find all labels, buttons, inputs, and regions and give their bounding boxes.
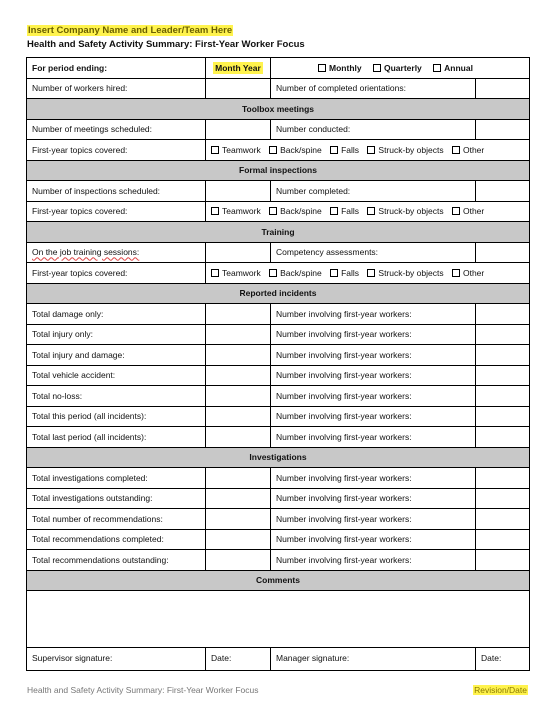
comments-field[interactable] (27, 591, 530, 648)
inspections-scheduled-field[interactable] (206, 181, 271, 202)
incidents-count-field[interactable] (206, 365, 271, 386)
checkbox-icon[interactable] (330, 146, 338, 154)
meetings-scheduled-label: Number of meetings scheduled: (27, 119, 206, 140)
topic-teamwork[interactable]: Teamwork (211, 206, 261, 216)
first-year-label: Number involving first-year workers: (271, 529, 476, 550)
first-year-count-field[interactable] (476, 488, 530, 509)
inspection-topics-options (206, 201, 530, 222)
first-year-count-field[interactable] (476, 406, 530, 427)
table-row (27, 345, 530, 366)
inspections-scheduled-label: Number of inspections scheduled: (27, 181, 206, 202)
meetings-conducted-field[interactable] (476, 119, 530, 140)
first-year-label: Number involving first-year workers: (271, 468, 476, 489)
workers-hired-field[interactable] (206, 78, 271, 99)
inspections-completed-label: Number completed: (271, 181, 476, 202)
checkbox-icon[interactable] (373, 64, 381, 72)
workers-hired-label: Number of workers hired: (27, 78, 206, 99)
topic-other[interactable]: Other (452, 206, 484, 216)
incidents-row-label: Total injury only: (27, 324, 206, 345)
topic-falls[interactable]: Falls (330, 206, 359, 216)
first-year-count-field[interactable] (476, 550, 530, 571)
table-row (27, 386, 530, 407)
incidents-row-label: Total last period (all incidents): (27, 427, 206, 448)
table-row (27, 550, 530, 571)
investigations-row-label: Total number of recommendations: (27, 509, 206, 530)
incidents-count-field[interactable] (206, 386, 271, 407)
investigations-count-field[interactable] (206, 550, 271, 571)
topic-back-spine[interactable]: Back/spine (269, 268, 322, 278)
first-year-label: Number involving first-year workers: (271, 345, 476, 366)
document-title: Health and Safety Activity Summary: First-Year Worker Focus (27, 39, 305, 50)
topic-falls[interactable]: Falls (330, 268, 359, 278)
incidents-count-field[interactable] (206, 427, 271, 448)
section-reported-incidents: Reported incidents (27, 283, 530, 304)
checkbox-icon[interactable] (452, 207, 460, 215)
topic-other[interactable]: Other (452, 268, 484, 278)
incidents-count-field[interactable] (206, 345, 271, 366)
checkbox-icon[interactable] (269, 207, 277, 215)
manager-date-field[interactable]: Date: (476, 648, 530, 671)
period-value[interactable]: Month Year (215, 62, 261, 73)
incidents-row-label: Total no-loss: (27, 386, 206, 407)
training-sessions-label: On the job training sessions: (27, 242, 206, 263)
first-year-count-field[interactable] (476, 529, 530, 550)
checkbox-icon[interactable] (330, 269, 338, 277)
table-row (27, 488, 530, 509)
first-year-count-field[interactable] (476, 365, 530, 386)
first-year-label: Number involving first-year workers: (271, 324, 476, 345)
inspections-completed-field[interactable] (476, 181, 530, 202)
checkbox-icon[interactable] (367, 207, 375, 215)
orientations-field[interactable] (476, 78, 530, 99)
investigations-row-label: Total recommendations completed: (27, 529, 206, 550)
first-year-label: Number involving first-year workers: (271, 304, 476, 325)
first-year-count-field[interactable] (476, 509, 530, 530)
toolbox-topics-label: First-year topics covered: (27, 140, 206, 161)
first-year-count-field[interactable] (476, 324, 530, 345)
incidents-count-field[interactable] (206, 324, 271, 345)
topic-struck-by[interactable]: Struck-by objects (367, 145, 443, 155)
company-name-placeholder[interactable]: Insert Company Name and Leader/Team Here (28, 25, 233, 36)
first-year-label: Number involving first-year workers: (271, 488, 476, 509)
first-year-label: Number involving first-year workers: (271, 509, 476, 530)
option-annual[interactable]: Annual (433, 63, 473, 73)
first-year-count-field[interactable] (476, 468, 530, 489)
topic-teamwork[interactable]: Teamwork (211, 268, 261, 278)
checkbox-icon[interactable] (452, 146, 460, 154)
checkbox-icon[interactable] (211, 146, 219, 154)
checkbox-icon[interactable] (452, 269, 460, 277)
first-year-count-field[interactable] (476, 386, 530, 407)
checkbox-icon[interactable] (367, 146, 375, 154)
incidents-row-label: Total vehicle accident: (27, 365, 206, 386)
topic-falls[interactable]: Falls (330, 145, 359, 155)
competency-assessments-label: Competency assessments: (271, 242, 476, 263)
checkbox-icon[interactable] (318, 64, 326, 72)
manager-signature-field[interactable]: Manager signature: (271, 648, 476, 671)
period-row (27, 58, 530, 79)
investigations-row-label: Total investigations completed: (27, 468, 206, 489)
checkbox-icon[interactable] (269, 269, 277, 277)
inspection-topics-label: First-year topics covered: (27, 201, 206, 222)
checkbox-icon[interactable] (330, 207, 338, 215)
investigations-count-field[interactable] (206, 488, 271, 509)
table-row (27, 365, 530, 386)
section-toolbox-meetings: Toolbox meetings (27, 99, 530, 120)
meetings-scheduled-field[interactable] (206, 119, 271, 140)
first-year-label: Number involving first-year workers: (271, 365, 476, 386)
checkbox-icon[interactable] (269, 146, 277, 154)
incidents-row-label: Total damage only: (27, 304, 206, 325)
footer-revision-date[interactable]: Revision/Date (474, 685, 527, 695)
table-row (27, 304, 530, 325)
topic-back-spine[interactable]: Back/spine (269, 145, 322, 155)
investigations-count-field[interactable] (206, 509, 271, 530)
table-row (27, 427, 530, 448)
supervisor-date-field[interactable]: Date: (206, 648, 271, 671)
training-sessions-field[interactable] (206, 242, 271, 263)
orientations-label: Number of completed orientations: (271, 78, 476, 99)
footer-title: Health and Safety Activity Summary: First-Year Worker Focus (27, 685, 259, 695)
section-comments: Comments (27, 570, 530, 591)
first-year-label: Number involving first-year workers: (271, 427, 476, 448)
incidents-row-label: Total injury and damage: (27, 345, 206, 366)
incidents-row-label: Total this period (all incidents): (27, 406, 206, 427)
table-row (27, 529, 530, 550)
supervisor-signature-field[interactable]: Supervisor signature: (27, 648, 206, 671)
period-value-cell[interactable] (206, 58, 271, 79)
investigations-count-field[interactable] (206, 529, 271, 550)
investigations-row-label: Total investigations outstanding: (27, 488, 206, 509)
period-label: For period ending: (27, 58, 206, 79)
table-row (27, 468, 530, 489)
topic-teamwork[interactable]: Teamwork (211, 145, 261, 155)
workers-row (27, 78, 530, 99)
incidents-count-field[interactable] (206, 304, 271, 325)
first-year-label: Number involving first-year workers: (271, 386, 476, 407)
section-training: Training (27, 222, 530, 243)
table-row (27, 324, 530, 345)
training-topics-label: First-year topics covered: (27, 263, 206, 284)
incidents-count-field[interactable] (206, 406, 271, 427)
first-year-count-field[interactable] (476, 345, 530, 366)
topic-struck-by[interactable]: Struck-by objects (367, 268, 443, 278)
topic-other[interactable]: Other (452, 145, 484, 155)
first-year-label: Number involving first-year workers: (271, 550, 476, 571)
training-topics-options (206, 263, 530, 284)
investigations-count-field[interactable] (206, 468, 271, 489)
option-monthly[interactable]: Monthly (318, 63, 362, 73)
first-year-label: Number involving first-year workers: (271, 406, 476, 427)
activity-summary-table (26, 57, 530, 671)
toolbox-topics-options (206, 140, 530, 161)
checkbox-icon[interactable] (433, 64, 441, 72)
option-quarterly[interactable]: Quarterly (373, 63, 422, 73)
checkbox-icon[interactable] (211, 207, 219, 215)
period-options (271, 58, 530, 79)
investigations-row-label: Total recommendations outstanding: (27, 550, 206, 571)
meetings-conducted-label: Number conducted: (271, 119, 476, 140)
topic-back-spine[interactable]: Back/spine (269, 206, 322, 216)
first-year-count-field[interactable] (476, 304, 530, 325)
section-investigations: Investigations (27, 447, 530, 468)
table-row (27, 406, 530, 427)
first-year-count-field[interactable] (476, 427, 530, 448)
table-row (27, 509, 530, 530)
competency-assessments-field[interactable] (476, 242, 530, 263)
section-formal-inspections: Formal inspections (27, 160, 530, 181)
topic-struck-by[interactable]: Struck-by objects (367, 206, 443, 216)
checkbox-icon[interactable] (211, 269, 219, 277)
checkbox-icon[interactable] (367, 269, 375, 277)
